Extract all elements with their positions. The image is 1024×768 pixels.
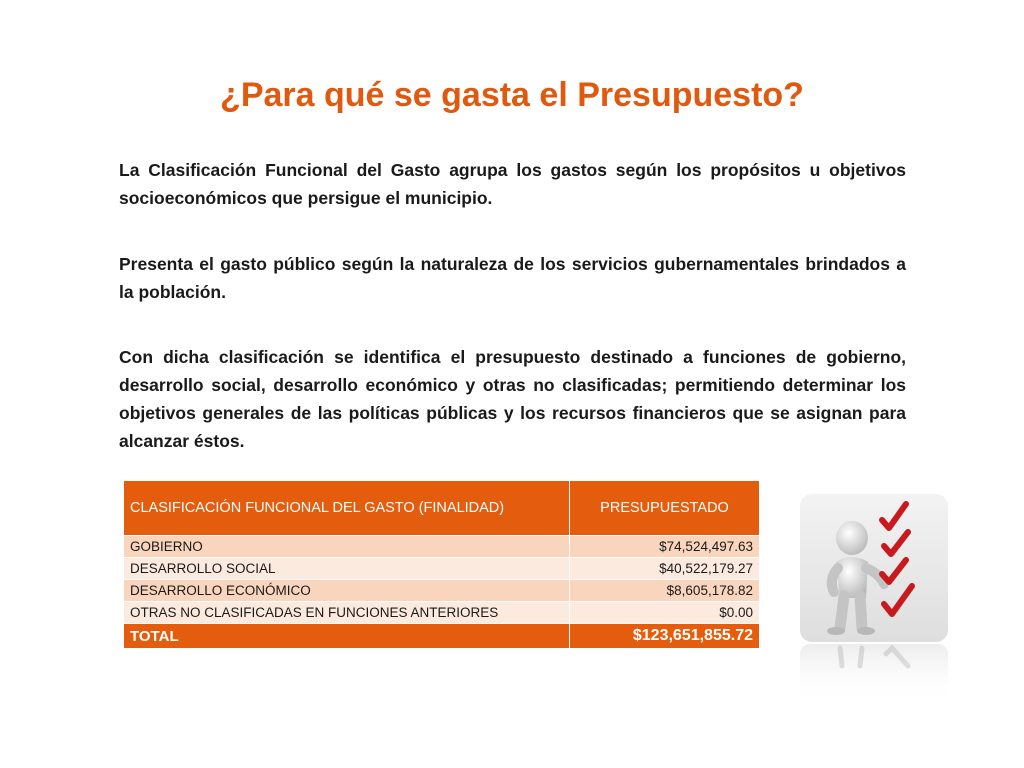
total-label: TOTAL xyxy=(124,624,570,649)
row-amount: $0.00 xyxy=(570,602,760,624)
table-header-row xyxy=(124,481,760,536)
table-row xyxy=(124,558,760,580)
row-amount: $8,605,178.82 xyxy=(570,580,760,602)
table-row xyxy=(124,602,760,624)
row-amount: $40,522,179.27 xyxy=(570,558,760,580)
paragraph-presentation: Presenta el gasto público según la naturaleza de los servicios gubernamentales brindados a la población. xyxy=(119,254,906,302)
row-label: DESARROLLO ECONÓMICO xyxy=(124,580,570,602)
column-header-budget: PRESUPUESTADO xyxy=(570,481,760,536)
table-row xyxy=(124,580,760,602)
row-label: OTRAS NO CLASIFICADAS EN FUNCIONES ANTERIORES xyxy=(124,602,570,624)
slide-title: ¿Para qué se gasta el Presupuesto? xyxy=(220,76,804,114)
table-row xyxy=(124,536,760,558)
row-label: GOBIERNO xyxy=(124,536,570,558)
budget-table xyxy=(123,480,760,649)
checklist-figure-icon xyxy=(800,494,948,642)
paragraph-definition: La Clasificación Funcional del Gasto agrupa los gastos según los propósitos u objetivos socioeconómicos que persigue el municipio. xyxy=(119,160,906,208)
paragraph-purpose: Con dicha clasificación se identifica el presupuesto destinado a funciones de gobierno, desarrollo social, desarrollo económico y otras no clasificadas; permitiendo determinar los objetivos generales de las políticas públicas y los recursos financieros que se asignan para alcanzar éstos. xyxy=(119,347,906,451)
reflection-image xyxy=(800,644,948,704)
total-amount: $123,651,855.72 xyxy=(570,624,760,649)
row-label: DESARROLLO SOCIAL xyxy=(124,558,570,580)
row-amount: $74,524,497.63 xyxy=(570,536,760,558)
column-header-classification: CLASIFICACIÓN FUNCIONAL DEL GASTO (FINALIDAD) xyxy=(124,481,570,536)
table-total-row xyxy=(124,624,760,649)
